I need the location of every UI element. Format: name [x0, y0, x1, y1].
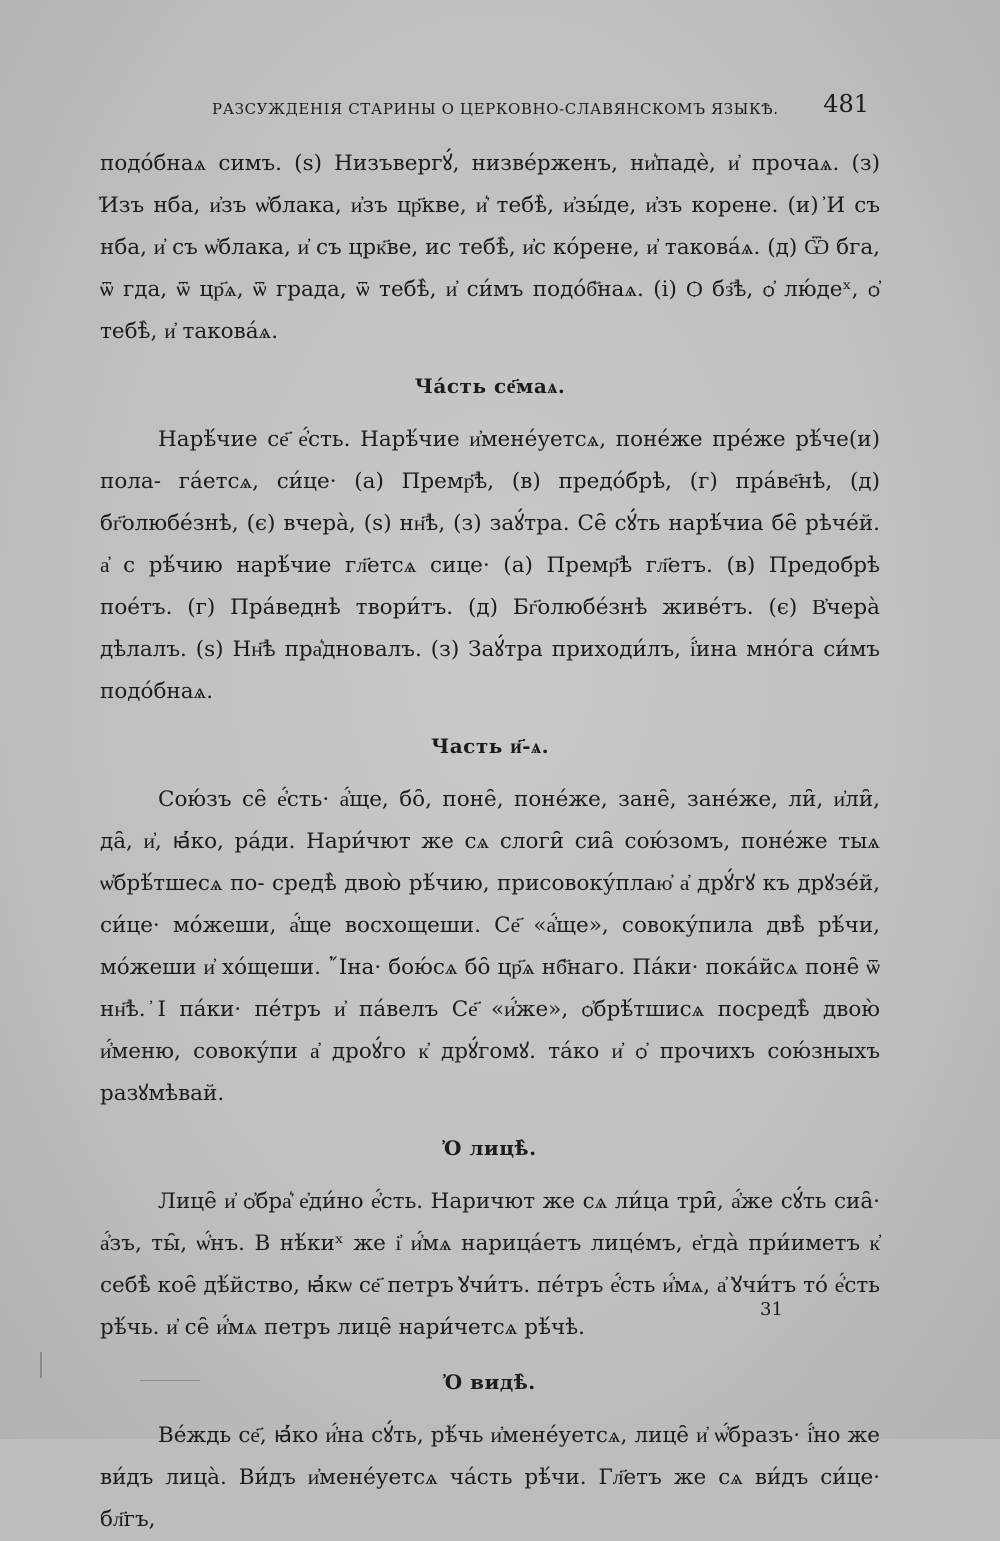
ink-speck	[140, 1380, 200, 1381]
section-heading: Часть и҃-ѧ.	[430, 734, 550, 758]
paragraph: Сою́зъ се̑ е҆́сть· а҆́ще, бо̑, поне̑, поне́же, зане̑, зане́же, ли̑, и҆ли̑, да̑, и҆, ꙗ҆́ко, ра́ди. Нари́чют же сѧ слоги̑ сиа̑ сою́зомъ, поне́же тыѧ ѡ҆брѣ́тшесѧ по- средѣ̀ двою̀ рѣ́чию, присовоку́плаю҆ а҆ дрꙋ́гꙋ къ дрꙋзе́й, си́це· мо́жеши, а҆́ще восхощеши. Се҃ «а҆́ще», совоку́пила двѣ̀ рѣ́чи, мо́жеши и҆ хо́щеши. ῎Іна· бою́сѧ бо̑ цр҃ѧ нб҃наго. Па́ки· пока́йсѧ поне̑ ѿ нн҃ѣ. ҆І па́ки· пе́тръ и҆ па́велъ Се҃ «и҆́же», ѻ҆брѣ́тшисѧ посредѣ̀ двою̀ и҆́меню, совоку́пи а҆ дроꙋ́го к҆ дрꙋ́гомꙋ. та́ко и҆ ѻ҆ прочихъ сою́зныхъ разꙋмѣвай.	[100, 787, 880, 1106]
page-header	[100, 88, 875, 124]
paragraph: подо́бнаѧ симъ. (ѕ) Низъвергꙋ́, низве́рженъ, ни͛падѐ, и҆ прочаѧ. (з) ҆Изъ нба, и҆зъ ѡ҆блака, и҆зъ цр҃кве, и͛ тебѣ̀, и҆зы́де, и҆зъ корене. (и) ҆И съ нба, и҆ съ ѡ҆блака, и҆ съ црк҃ве, ис тебѣ̀, и҆с ко́рене, и҆ такова́ѧ. (д) Ѿ бга, ѿ гда, ѿ цр҃ѧ, ѿ града, ѿ тебѣ̀, и҆ си́мъ подо́б҃наѧ. (і) Ѻ бз҃ѣ, ѻ҆ лю́деˣ, ѻ҆ тебѣ̀, и҆ такова́ѧ.	[100, 151, 880, 344]
paragraph: Нарѣ́чие се҃ е҆́сть. Нарѣ́чие и҆мене́уетсѧ, поне́же пре́же рѣ́че(и) пола- га́етсѧ, си́це· (а) Премр҃ѣ, (в) предо́брѣ, (г) пра́ве҃нѣ, (д) бг҃олюбе́знѣ, (є) вчера̀, (ѕ) нн҃ѣ, (з) заꙋ́тра. Се̑ сꙋ́ть нарѣ́чиа бе̑ рѣче́й. а҆ с рѣ́чию нарѣ́чие гл҃етсѧ сице· (а) Премр҃ѣ гл҃етъ. (в) Предобрѣ пое́тъ. (г) Пра́веднѣ твори́тъ. (д) Бг҃олюбе́знѣ живе́тъ. (є) В҆чера̀ дѣлалъ. (ѕ) Нн҃ѣ пра͛дновалъ. (з) Заꙋ́тра приходи́лъ, і҆́ина мно́га си́мъ подо́бнаѧ.	[100, 427, 880, 704]
section-heading: Ча́сть се҃маѧ.	[414, 374, 566, 398]
paragraph: Лице̑ и҆ ѻ҆бра͛ е҆ди́но е҆́сть. Наричют же сѧ ли́ца три̑, а҆́же сꙋ́ть сиа̑· а҆́зъ, ты̑, ѡ҆́нъ. В нѣ́киˣ же і҆ и҆́мѧ нарица́етъ лице́мъ, е҆гда̀ при́иметъ к҆ себѣ̀ кое̑ дѣ́йство, ꙗ҆́кѡ се҃ петръ ҆ꙋчи́тъ. пе́тръ е҆́сть и҆́мѧ, а҆ ҆ꙋчи́тъ то́ е҆́сть рѣ́чь. и҆ се̑ и҆́мѧ петръ лице̑ нари́четсѧ рѣ́чѣ.	[100, 1189, 880, 1340]
ink-speck	[40, 1352, 42, 1378]
paragraph: Ве́ждь се҃, ꙗ҆́ко и҆́на сꙋ́ть, рѣ́чь и҆мене́уетсѧ, лице̑ и҆ ѡ҆́бразъ· і҆́но же ви́дъ лица̀. Ви́дъ и҆мене́уетсѧ ча́сть рѣ́чи. Гл҃етъ же сѧ ви́дъ си́це· бл҃гъ,	[100, 1423, 880, 1532]
running-head: РАЗСУЖДЕНІЯ СТАРИНЫ О ЦЕРКОВНО-СЛАВЯНСКОМЪ ЯЗЫКѢ.	[212, 100, 779, 118]
signature-mark: 31	[760, 1299, 783, 1320]
page-number: 481	[823, 90, 869, 118]
section-heading: ҆О лицѣ̀.	[443, 1136, 537, 1160]
body-text	[100, 143, 880, 1541]
section-heading: ҆О видѣ̀.	[444, 1370, 536, 1394]
